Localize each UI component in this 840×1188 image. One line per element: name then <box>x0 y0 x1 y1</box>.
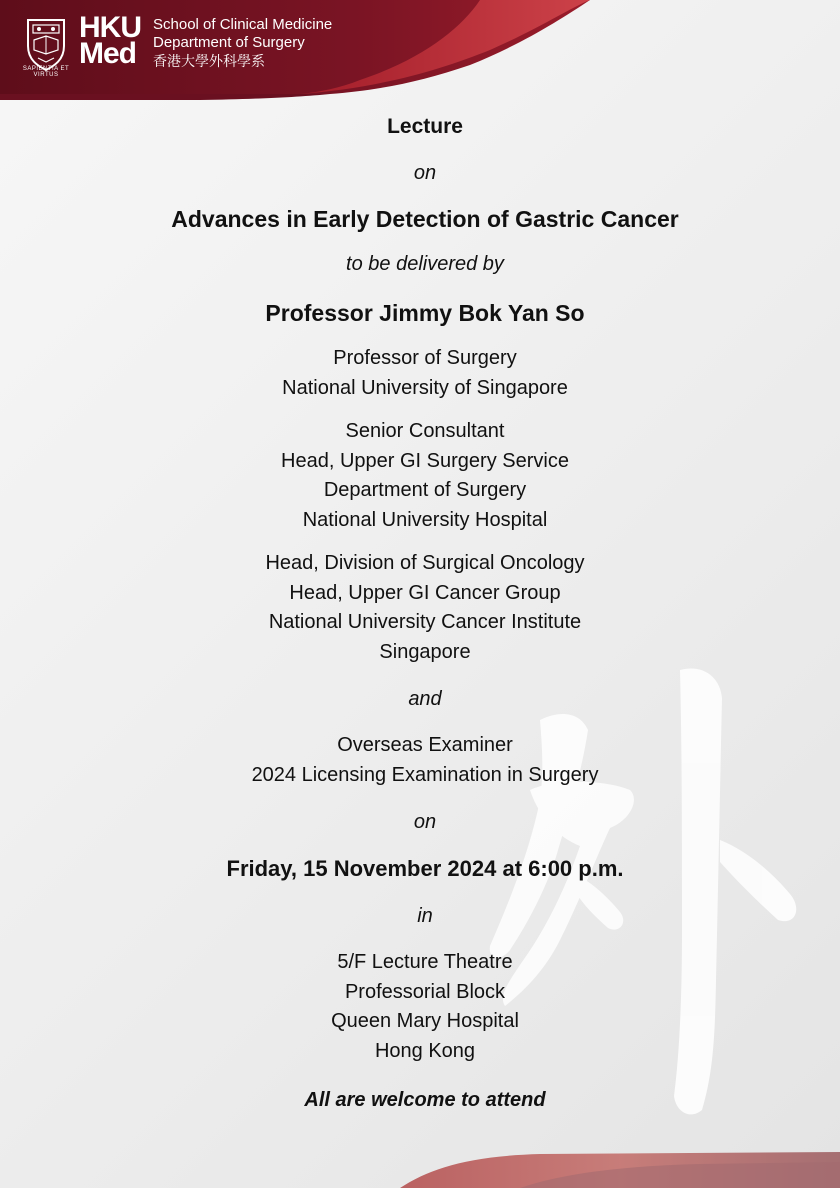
affiliation-line: Singapore <box>379 640 471 663</box>
venue-line: Professorial Block <box>344 980 506 1003</box>
venue-line: Hong Kong <box>374 1039 476 1062</box>
school-name: School of Clinical Medicine <box>153 16 333 33</box>
lecture-heading: Lecture <box>387 115 463 138</box>
brand-line-2: Med <box>79 37 136 70</box>
affiliation-block-3 <box>0 549 840 667</box>
lecture-title: Advances in Early Detection of Gastric Cancer <box>171 206 679 232</box>
affiliation-line: Senior Consultant <box>345 420 505 442</box>
department-name-zh: 香港大學外科學系 <box>153 53 265 69</box>
lecture-announcement <box>0 112 840 1114</box>
and-label: and <box>408 688 442 710</box>
affiliation-line: National University Cancer Institute <box>268 611 582 633</box>
venue-line: Queen Mary Hospital <box>331 1010 519 1032</box>
department-text <box>153 16 332 70</box>
affiliation-line: National University of Singapore <box>282 376 568 399</box>
affiliation-line: Head, Upper GI Cancer Group <box>289 581 561 604</box>
venue-line: 5/F Lecture Theatre <box>337 951 513 973</box>
footer-wave-graphic <box>0 1148 840 1188</box>
affiliation-line: National University Hospital <box>302 508 548 531</box>
affiliation-line: Professor of Surgery <box>333 347 517 369</box>
on-label-1: on <box>413 162 437 184</box>
venue-block <box>0 948 840 1066</box>
brand-line-1: HKU <box>79 11 141 44</box>
examiner-line: Overseas Examiner <box>337 734 513 756</box>
affiliation-line: Head, Upper GI Surgery Service <box>281 449 569 472</box>
delivered-by-label: to be delivered by <box>346 253 504 275</box>
on-label-2: on <box>413 811 437 833</box>
header-banner <box>0 0 840 100</box>
hku-crest-icon <box>24 16 68 72</box>
affiliation-line: Department of Surgery <box>323 479 527 501</box>
crest-motto: SAPIENTIA ET VIRTUS <box>22 66 70 78</box>
affiliation-block-1 <box>0 344 840 403</box>
department-name: Department of Surgery <box>153 34 305 51</box>
lecture-datetime: Friday, 15 November 2024 at 6:00 p.m. <box>226 856 624 881</box>
welcome-note: All are welcome to attend <box>304 1089 546 1111</box>
affiliation-line: Head, Division of Surgical Oncology <box>265 552 585 574</box>
speaker-name: Professor Jimmy Bok Yan So <box>265 300 585 326</box>
affiliation-block-2 <box>0 417 840 535</box>
hkumed-logo <box>79 11 141 70</box>
examiner-line: 2024 Licensing Examination in Surgery <box>251 763 599 786</box>
in-label: in <box>417 905 433 927</box>
examiner-block <box>0 731 840 790</box>
